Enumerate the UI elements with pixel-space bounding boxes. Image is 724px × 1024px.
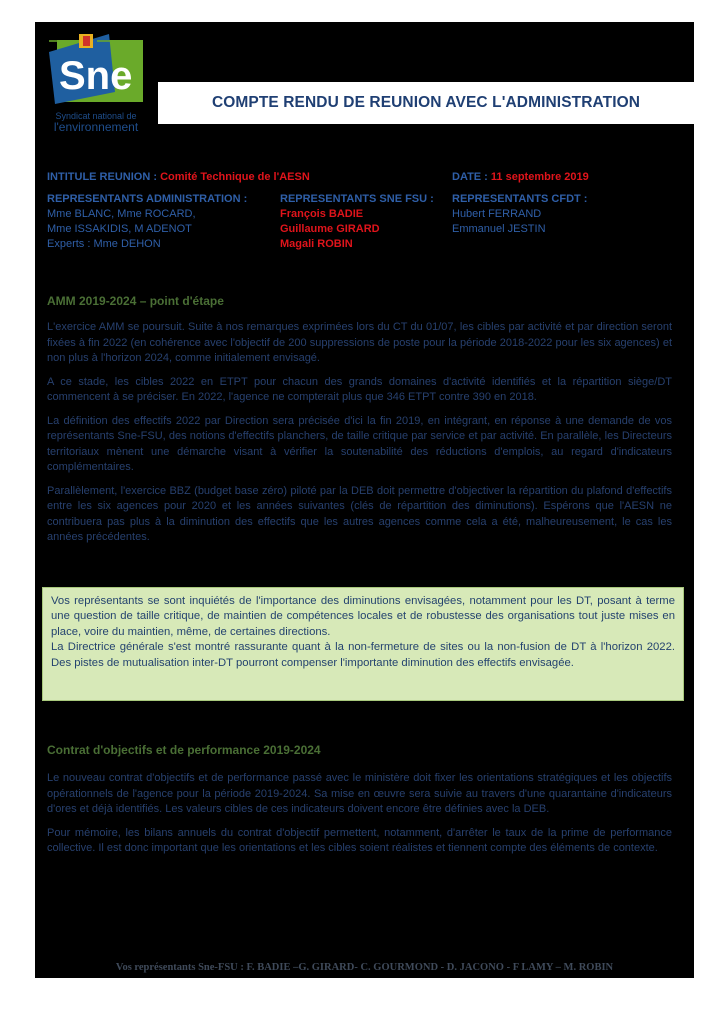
admin-line: Experts : Mme DEHON bbox=[47, 238, 161, 250]
meeting-name bbox=[47, 170, 310, 185]
callout-paragraph: Vos représentants se sont inquiétés de l'importance des diminutions envisagées, notamment pour les DT, posant à terme une question de taille critique, de maintien de compétences locales et de robustesse des organisations tout juste mises en place, voire du maintien, même, de certaines directions. bbox=[51, 595, 675, 638]
admin-line: Mme ISSAKIDIS, M ADENOT bbox=[47, 223, 192, 235]
logo-text: Sne bbox=[59, 54, 133, 98]
meeting-date bbox=[452, 170, 589, 185]
logo-subtitle-line2: l'environnement bbox=[53, 120, 139, 134]
sne-line: François BADIE bbox=[280, 208, 364, 220]
cfdt-representatives bbox=[452, 192, 587, 237]
cfdt-line: Hubert FERRAND bbox=[452, 208, 542, 220]
paragraph: Parallèlement, l'exercice BBZ (budget base zéro) piloté par la DEB doit permettre d'objectiver la répartition du plafond d'effectifs entre les six agences pour 2020 et les années suivantes (clés de répartition des diminutions). Espérons que l'AESN ne contribuera pas plus à la diminution des effectifs que les autres agences comme cela a été, malheureusement, le cas les années précédentes. bbox=[47, 484, 672, 543]
date-label: DATE : bbox=[452, 171, 488, 183]
sne-label: REPRESENTANTS SNE FSU : bbox=[280, 193, 434, 205]
highlight-callout bbox=[42, 587, 684, 701]
section-body-amm bbox=[47, 320, 672, 554]
paragraph: Pour mémoire, les bilans annuels du contrat d'objectif permettent, notamment, d'arrêter le taux de la prime de performance collective. Il est donc important que les orientations et les cibles soient réalistes et tiennent compte des éléments de contexte. bbox=[47, 826, 672, 854]
sne-representatives bbox=[280, 192, 434, 252]
admin-label: REPRESENTANTS ADMINISTRATION : bbox=[47, 193, 248, 205]
logo-subtitle bbox=[49, 111, 143, 133]
document-page bbox=[35, 22, 694, 978]
logo-subtitle-line1: Syndicat national de bbox=[55, 111, 137, 121]
callout-paragraph: La Directrice générale s'est montré rassurante quant à la non-fermeture de sites ou la non-fusion de DT à l'horizon 2022. Des pistes de mutualisation inter-DT pourront compenser l'importante diminution des effectifs envisagée. bbox=[51, 641, 675, 669]
sne-line: Magali ROBIN bbox=[280, 238, 353, 250]
sne-logo bbox=[49, 34, 143, 154]
cfdt-label: REPRESENTANTS CFDT : bbox=[452, 193, 588, 205]
sne-line: Guillaume GIRARD bbox=[280, 223, 380, 235]
footer-representatives bbox=[35, 962, 694, 973]
report-title: COMPTE RENDU DE REUNION AVEC L'ADMINISTRATION bbox=[211, 94, 641, 111]
section-title-amm: AMM 2019-2024 – point d'étape bbox=[47, 294, 224, 308]
paragraph: Le nouveau contrat d'objectifs et de performance passé avec le ministère doit fixer les orientations stratégiques et les objectifs opérationnels de l'agence pour la période 2019-2024. Sa mise en œuvre sera suivie au travers d'une quarantaine d'indicateurs d'ores et déjà identifiés. Les valeurs cibles de ces indicateurs doivent encore être définies avec la DEB. bbox=[47, 772, 672, 815]
paragraph: La définition des effectifs 2022 par Direction sera précisée d'ici la fin 2019, en intégrant, en réponse à une demande de vos représentants Sne-FSU, des notions d'effectifs planchers, de taille critique par service et par activité. En parallèle, les Directeurs territoriaux mènent une démarche visant à vérifier la soutenabilité des réductions d'emplois, au regard d'indicateurs complémentaires. bbox=[47, 414, 672, 473]
admin-representatives bbox=[47, 192, 247, 252]
union-emblem-icon bbox=[49, 34, 123, 48]
meeting-value: Comité Technique de l'AESN bbox=[160, 171, 310, 183]
date-value: 11 septembre 2019 bbox=[490, 171, 589, 183]
paragraph: L'exercice AMM se poursuit. Suite à nos remarques exprimées lors du CT du 01/07, les cibles par activité et par direction seront fixées à fin 2022 (en cohérence avec l'objectif de 200 suppressions de poste pour la période 2018-2022 pour les six agences) et non plus à l'horizon 2024, comme initialement envisagé. bbox=[47, 321, 672, 364]
meeting-label: INTITULE REUNION : bbox=[47, 171, 157, 183]
section-body-contrat bbox=[47, 771, 672, 865]
admin-line: Mme BLANC, Mme ROCARD, bbox=[47, 208, 196, 220]
report-title-bar bbox=[158, 82, 694, 124]
footer-names: F. BADIE –G. GIRARD- C. GOURMOND - D. JACONO - F LAMY – M. ROBIN bbox=[243, 962, 614, 973]
cfdt-line: Emmanuel JESTIN bbox=[452, 223, 546, 235]
footer-label: Vos représentants Sne-FSU : bbox=[115, 962, 244, 973]
section-title-contrat: Contrat d'objectifs et de performance 2019-2024 bbox=[47, 743, 321, 757]
paragraph: A ce stade, les cibles 2022 en ETPT pour chacun des grands domaines d'activité identifiés et la répartition siège/DT commencent à se préciser. En 2022, l'agence ne compterait plus que 346 ETPT contre 390 en 2018. bbox=[47, 375, 672, 403]
